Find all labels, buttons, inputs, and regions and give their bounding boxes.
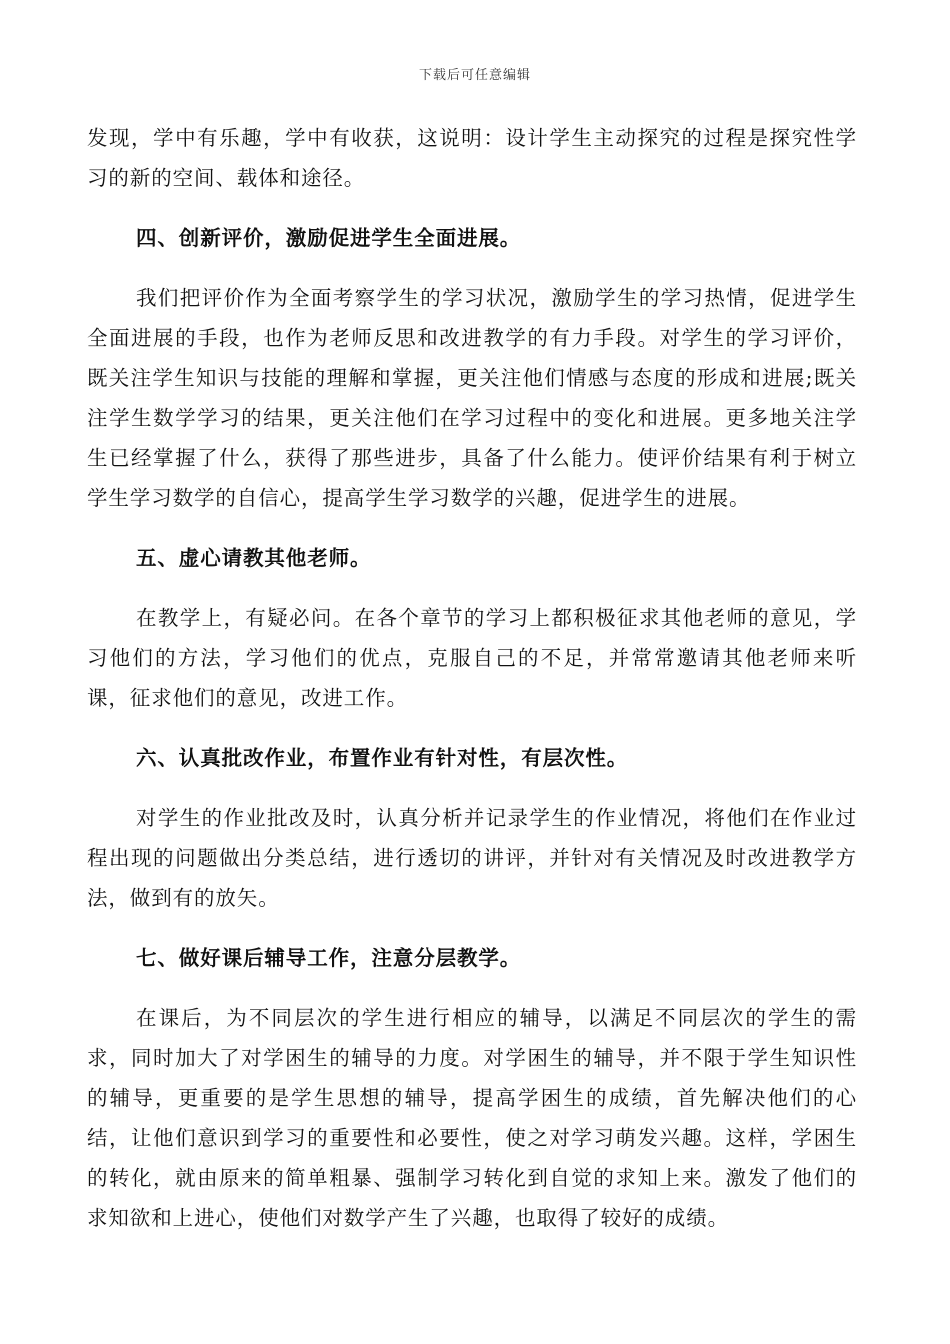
section-heading-6: 六、认真批改作业，布置作业有针对性，有层次性。: [136, 746, 629, 770]
paragraph-section-4: 我们把评价作为全面考察学生的学习状况，激励学生的学习热情，促进学生全面进展的手段，也作为老师反思和改进教学的有力手段。对学生的学习评价，既关注学生知识与技能的理解和掌握，更关注他们情感与态度的形成和进展;既关注学生数学学习的结果，更关注他们在学习过程中的变化和进展。更多地关注学生已经掌握了什么，获得了那些进步，具备了什么能力。使评价结果有利于树立学生学习数学的自信心，提高学生学习数学的兴趣，促进学生的进展。: [87, 286, 857, 510]
section-heading-5: 五、虚心请教其他老师。: [136, 546, 372, 570]
document-body: [87, 118, 857, 1238]
section-heading-4: 四、创新评价，激励促进学生全面进展。: [136, 226, 522, 250]
section-heading-7: 七、做好课后辅导工作，注意分层教学。: [136, 946, 522, 970]
paragraph-section-5: 在教学上，有疑必问。在各个章节的学习上都积极征求其他老师的意见，学习他们的方法，学习他们的优点，克服自己的不足，并常常邀请其他老师来听课，征求他们的意见，改进工作。: [87, 606, 857, 710]
page-header: 下载后可任意编辑: [418, 68, 531, 83]
paragraph-section-7: 在课后，为不同层次的学生进行相应的辅导，以满足不同层次的学生的需求，同时加大了对学困生的辅导的力度。对学困生的辅导，并不限于学生知识性的辅导，更重要的是学生思想的辅导，提高学困生的成绩，首先解决他们的心结，让他们意识到学习的重要性和必要性，使之对学习萌发兴趣。这样，学困生的转化，就由原来的简单粗暴、强制学习转化到自觉的求知上来。激发了他们的求知欲和上进心，使他们对数学产生了兴趣，也取得了较好的成绩。: [87, 1006, 857, 1230]
paragraph-section-6: 对学生的作业批改及时，认真分析并记录学生的作业情况，将他们在作业过程出现的问题做出分类总结，进行透切的讲评，并针对有关情况及时改进教学方法，做到有的放矢。: [87, 806, 857, 910]
paragraph-continued: 发现，学中有乐趣，学中有收获，这说明：设计学生主动探究的过程是探究性学习的新的空间、载体和途径。: [87, 126, 857, 190]
